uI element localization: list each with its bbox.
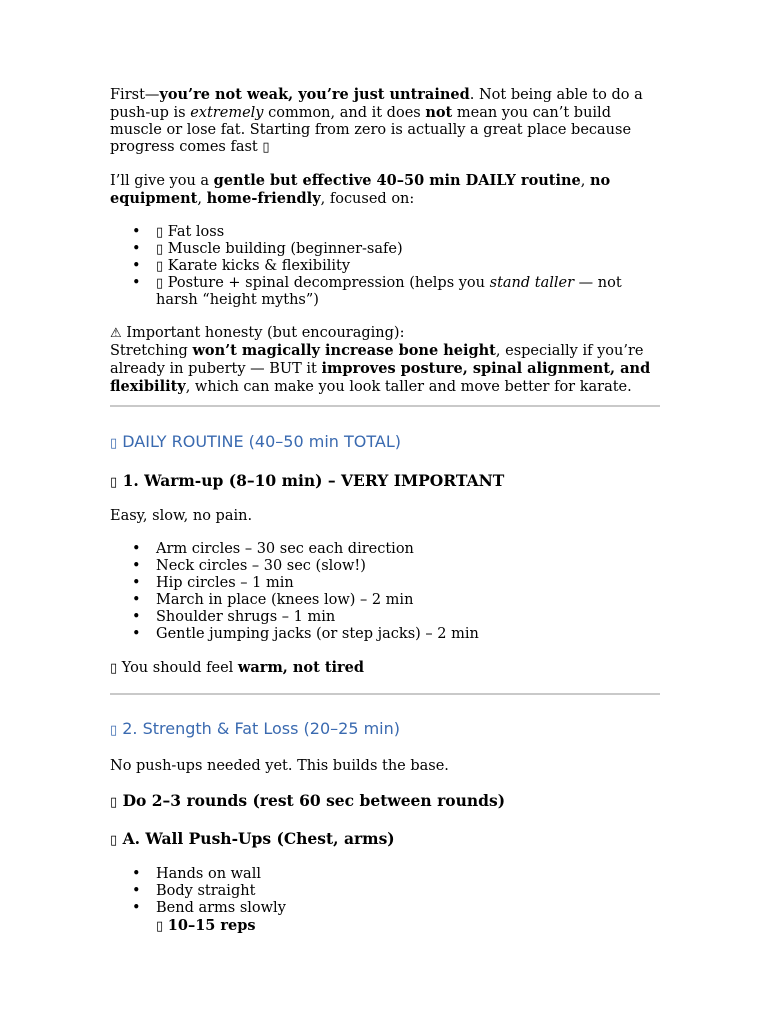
text-run: common, and it does <box>263 105 426 121</box>
warmup-note: Easy, slow, no pain. <box>110 508 253 524</box>
warmup-heading <box>110 471 660 492</box>
rounds-heading-text: Do 2–3 rounds (rest 60 sec between rounds) <box>122 791 506 810</box>
list-item-label: Muscle building (beginner-safe) <box>167 241 403 257</box>
strength-note: No push-ups needed yet. This builds the base. <box>110 758 449 774</box>
warning-icon: ⚠ <box>110 326 122 341</box>
emoji-icon: ▯ <box>110 833 118 848</box>
list-item <box>156 241 660 258</box>
intro-paragraph <box>110 86 660 156</box>
emoji-icon: ▯ <box>110 436 118 451</box>
list-item: • Gentle jumping jacks (or step jacks) – 2 min <box>156 626 660 643</box>
bold-text: improves posture, spinal alignment, and flexibility <box>110 360 651 395</box>
exercise-a-list <box>110 866 660 935</box>
list-item-label: Fat loss <box>167 224 225 240</box>
list-item-label: Bend arms slowly <box>156 900 286 916</box>
list-item: • Hands on wall <box>156 866 660 883</box>
honesty-heading-text: Important honesty (but encouraging): <box>126 325 405 341</box>
warmup-feel-note <box>110 659 660 677</box>
text-run: First— <box>110 87 160 103</box>
routine-heading-text: DAILY ROUTINE (40–50 min TOTAL) <box>122 432 401 451</box>
emoji-icon: ▯ <box>156 225 164 240</box>
list-item: • March in place (knees low) – 2 min <box>156 592 660 609</box>
emoji-icon: ▯ <box>156 276 164 291</box>
reps-label: 10–15 reps <box>167 917 256 934</box>
emoji-icon: ▯ <box>110 795 118 810</box>
emoji-icon: ▯ <box>156 919 164 934</box>
bold-text: warm, not tired <box>237 659 365 676</box>
emoji-icon: ▯ <box>110 661 118 676</box>
italic-text: stand taller <box>489 275 575 291</box>
text-run: — not harsh “height myths”) <box>156 275 622 308</box>
text-run: mean you can’t build muscle or lose fat. Starting from zero is actually a great place because progress comes fast <box>110 105 632 155</box>
text-run: Stretching <box>110 343 193 359</box>
emoji-icon: ▯ <box>110 475 118 490</box>
list-item: • Neck circles – 30 sec (slow!) <box>156 558 660 575</box>
honesty-heading <box>110 325 660 342</box>
list-item <box>156 900 660 935</box>
text-run: , especially if you’re already in puberty — BUT it <box>110 343 644 377</box>
text-run: . Not being able to do a push-up is <box>110 87 643 121</box>
rounds-heading <box>110 791 660 812</box>
italic-text: extremely <box>190 105 264 121</box>
text-run: I’ll give you a <box>110 173 214 189</box>
exercise-a-heading <box>110 829 660 850</box>
exercise-a-heading-text: A. Wall Push-Ups (Chest, arms) <box>122 829 395 848</box>
warmup-heading-text: 1. Warm-up (8–10 min) – VERY IMPORTANT <box>122 471 505 490</box>
bold-text: you’re not weak, you’re just untrained <box>159 86 470 103</box>
list-item: • Arm circles – 30 sec each direction <box>156 541 660 558</box>
warmup-list <box>110 541 660 643</box>
list-item: • Body straight <box>156 883 660 900</box>
list-item <box>156 224 660 241</box>
text-run: You should feel <box>121 660 238 676</box>
emoji-icon: ▯ <box>262 140 270 155</box>
list-item <box>156 258 660 275</box>
text-run: Posture + spinal decompression (helps you <box>167 275 490 291</box>
list-item: • Shoulder shrugs – 1 min <box>156 609 660 626</box>
text-run: , <box>580 173 590 189</box>
emoji-icon: ▯ <box>156 259 164 274</box>
strength-heading-text: 2. Strength & Fat Loss (20–25 min) <box>122 719 400 738</box>
emoji-icon: ▯ <box>110 723 118 738</box>
list-item: • Hip circles – 1 min <box>156 575 660 592</box>
bold-text: gentle but effective 40–50 min DAILY routine <box>213 172 581 189</box>
text-run: , which can make you look taller and move better for karate. <box>185 379 632 395</box>
emoji-icon: ▯ <box>156 242 164 257</box>
bold-text: won’t magically increase bone height <box>192 342 496 359</box>
bold-text: home-friendly <box>206 190 321 207</box>
text-run: , focused on: <box>320 191 415 207</box>
document-content <box>110 86 660 951</box>
honesty-paragraph <box>110 342 660 396</box>
strength-heading <box>110 719 660 741</box>
horizontal-divider <box>110 693 660 695</box>
list-item <box>156 275 660 309</box>
list-item-label: Karate kicks & flexibility <box>167 258 351 274</box>
focus-list <box>110 224 660 309</box>
bold-text: not <box>425 104 453 121</box>
horizontal-divider <box>110 405 660 407</box>
routine-heading <box>110 432 660 454</box>
routine-summary-paragraph <box>110 172 660 208</box>
text-run: , <box>197 191 207 207</box>
bold-text: no equipment <box>110 172 611 207</box>
